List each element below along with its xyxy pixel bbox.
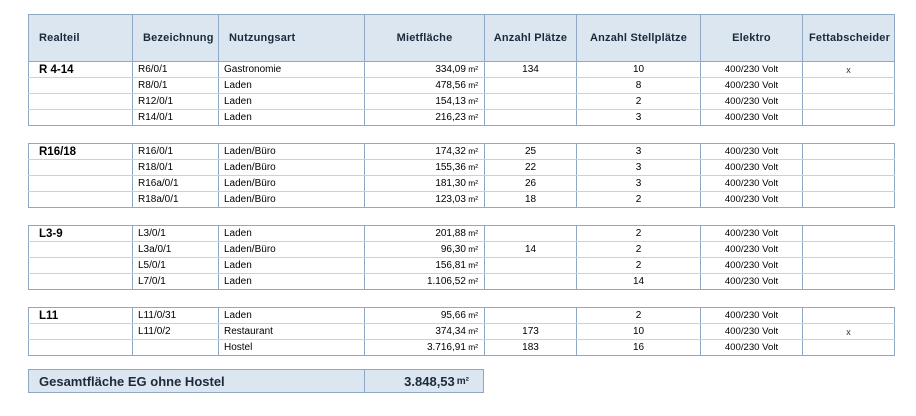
cell-fettabscheider[interactable] [803, 192, 895, 208]
cell-anzahl-plaetze[interactable]: 22 [485, 160, 577, 176]
cell-anzahl-plaetze[interactable] [485, 308, 577, 324]
group-spacer [29, 208, 895, 226]
mietflaeche-value: 155,36 [435, 162, 466, 173]
cell-anzahl-plaetze[interactable] [485, 226, 577, 242]
cell-bezeichnung[interactable]: L7/0/1 [133, 274, 219, 290]
cell-realteil[interactable] [29, 274, 133, 290]
table-row[interactable] [29, 340, 895, 356]
table-row[interactable] [29, 242, 895, 258]
cell-anzahl-stellplaetze[interactable]: 3 [577, 110, 701, 126]
cell-nutzungsart[interactable]: Restaurant [219, 324, 365, 340]
cell-nutzungsart[interactable]: Laden/Büro [219, 192, 365, 208]
cell-realteil[interactable] [29, 340, 133, 356]
cell-anzahl-plaetze[interactable] [485, 258, 577, 274]
mietflaeche-unit: m² [465, 244, 478, 254]
cell-bezeichnung[interactable]: L3/0/1 [133, 226, 219, 242]
cell-anzahl-plaetze[interactable]: 25 [485, 144, 577, 160]
mietflaeche-value: 174,32 [435, 146, 466, 157]
mietflaeche-value: 216,23 [435, 112, 466, 123]
cell-anzahl-plaetze[interactable]: 14 [485, 242, 577, 258]
cell-nutzungsart[interactable]: Laden [219, 274, 365, 290]
spacer-cell [29, 126, 895, 144]
cell-bezeichnung[interactable]: R16a/0/1 [133, 176, 219, 192]
mietflaeche-unit: m² [465, 342, 478, 352]
cell-nutzungsart[interactable]: Laden [219, 94, 365, 110]
cell-bezeichnung[interactable]: R12/0/1 [133, 94, 219, 110]
table-body [29, 62, 895, 356]
mietflaeche-value: 201,88 [435, 228, 466, 239]
cell-bezeichnung[interactable]: R6/0/1 [133, 62, 219, 78]
cell-elektro[interactable]: 400/230 Volt [701, 176, 803, 192]
cell-anzahl-stellplaetze[interactable]: 14 [577, 274, 701, 290]
mietflaeche-value: 374,34 [435, 326, 466, 337]
cell-mietflaeche[interactable] [365, 176, 485, 192]
column-header-bezeichnung: Bezeichnung [133, 15, 219, 62]
cell-anzahl-stellplaetze[interactable]: 2 [577, 308, 701, 324]
cell-elektro[interactable]: 400/230 Volt [701, 340, 803, 356]
cell-realteil[interactable] [29, 242, 133, 258]
total-label: Gesamtfläche EG ohne Hostel [29, 370, 365, 392]
cell-anzahl-stellplaetze[interactable]: 2 [577, 192, 701, 208]
cell-fettabscheider[interactable] [803, 242, 895, 258]
cell-realteil[interactable]: L11 [29, 308, 133, 324]
cell-realteil[interactable] [29, 192, 133, 208]
cell-anzahl-plaetze[interactable] [485, 274, 577, 290]
mietflaeche-unit: m² [465, 260, 478, 270]
cell-nutzungsart[interactable]: Laden [219, 308, 365, 324]
cell-anzahl-stellplaetze[interactable]: 16 [577, 340, 701, 356]
cell-anzahl-stellplaetze[interactable]: 2 [577, 242, 701, 258]
column-header-mietflaeche: Mietfläche [365, 15, 485, 62]
cell-realteil[interactable] [29, 324, 133, 340]
cell-mietflaeche[interactable] [365, 160, 485, 176]
cell-mietflaeche[interactable] [365, 274, 485, 290]
cell-realteil[interactable] [29, 94, 133, 110]
cell-fettabscheider[interactable] [803, 274, 895, 290]
mietflaeche-value: 334,09 [435, 64, 466, 75]
table-row[interactable] [29, 94, 895, 110]
cell-anzahl-plaetze[interactable]: 134 [485, 62, 577, 78]
mietflaeche-unit: m² [465, 146, 478, 156]
table-row[interactable] [29, 62, 895, 78]
mietflaeche-value: 154,13 [435, 96, 466, 107]
cell-elektro[interactable]: 400/230 Volt [701, 160, 803, 176]
mietflaeche-value: 1.106,52 [426, 276, 466, 287]
table-row[interactable] [29, 78, 895, 94]
cell-elektro[interactable]: 400/230 Volt [701, 62, 803, 78]
column-header-anzahl-stellplaetze: Anzahl Stellplätze [577, 15, 701, 62]
table-row[interactable] [29, 274, 895, 290]
cell-nutzungsart[interactable]: Hostel [219, 340, 365, 356]
cell-elektro[interactable]: 400/230 Volt [701, 226, 803, 242]
cell-fettabscheider[interactable] [803, 110, 895, 126]
group-spacer [29, 126, 895, 144]
mietflaeche-unit: m² [465, 194, 478, 204]
cell-anzahl-plaetze[interactable]: 18 [485, 192, 577, 208]
cell-fettabscheider[interactable] [803, 226, 895, 242]
cell-mietflaeche[interactable] [365, 340, 485, 356]
cell-fettabscheider[interactable] [803, 176, 895, 192]
cell-elektro[interactable]: 400/230 Volt [701, 192, 803, 208]
cell-bezeichnung[interactable]: L3a/0/1 [133, 242, 219, 258]
total-row [28, 369, 484, 393]
mietflaeche-unit: m² [465, 64, 478, 74]
cell-nutzungsart[interactable]: Laden/Büro [219, 176, 365, 192]
mietflaeche-unit: m² [465, 178, 478, 188]
cell-bezeichnung[interactable]: L5/0/1 [133, 258, 219, 274]
table-row[interactable] [29, 192, 895, 208]
cell-fettabscheider[interactable] [803, 144, 895, 160]
mietflaeche-value: 95,66 [440, 310, 466, 321]
mietflaeche-value: 478,56 [435, 80, 466, 91]
cell-fettabscheider[interactable] [803, 308, 895, 324]
column-header-elektro: Elektro [701, 15, 803, 62]
mietflaeche-value: 156,81 [435, 260, 466, 271]
cell-fettabscheider[interactable] [803, 94, 895, 110]
cell-anzahl-stellplaetze[interactable]: 2 [577, 94, 701, 110]
table-row[interactable] [29, 308, 895, 324]
cell-elektro[interactable]: 400/230 Volt [701, 94, 803, 110]
mietflaeche-unit: m² [465, 326, 478, 336]
cell-realteil[interactable] [29, 110, 133, 126]
mietflaeche-value: 181,30 [435, 178, 466, 189]
mietflaeche-unit: m² [465, 228, 478, 238]
cell-realteil[interactable] [29, 160, 133, 176]
cell-realteil[interactable]: L3-9 [29, 226, 133, 242]
column-header-anzahl-plaetze: Anzahl Plätze [485, 15, 577, 62]
cell-bezeichnung[interactable]: R18a/0/1 [133, 192, 219, 208]
cell-fettabscheider[interactable] [803, 78, 895, 94]
column-header-nutzungsart: Nutzungsart [219, 15, 365, 62]
table-row[interactable] [29, 144, 895, 160]
cell-bezeichnung[interactable]: R18/0/1 [133, 160, 219, 176]
cell-anzahl-plaetze[interactable] [485, 78, 577, 94]
cell-anzahl-stellplaetze[interactable]: 8 [577, 78, 701, 94]
column-header-fettabscheider: Fettabscheider [803, 15, 895, 62]
cell-mietflaeche[interactable] [365, 78, 485, 94]
group-spacer [29, 290, 895, 308]
cell-anzahl-plaetze[interactable]: 173 [485, 324, 577, 340]
cell-mietflaeche[interactable] [365, 308, 485, 324]
mietflaeche-value: 123,03 [435, 194, 466, 205]
cell-fettabscheider[interactable]: x [803, 324, 895, 340]
cell-mietflaeche[interactable] [365, 226, 485, 242]
cell-bezeichnung[interactable]: L11/0/2 [133, 324, 219, 340]
cell-elektro[interactable]: 400/230 Volt [701, 324, 803, 340]
cell-nutzungsart[interactable]: Laden/Büro [219, 160, 365, 176]
cell-anzahl-stellplaetze[interactable]: 3 [577, 160, 701, 176]
table-row[interactable] [29, 160, 895, 176]
total-unit: m² [456, 375, 469, 387]
mietflaeche-value: 3.716,91 [426, 342, 466, 353]
table-row[interactable] [29, 226, 895, 242]
cell-nutzungsart[interactable]: Gastronomie [219, 62, 365, 78]
mietflaeche-unit: m² [465, 96, 478, 106]
table-row[interactable] [29, 110, 895, 126]
cell-anzahl-stellplaetze[interactable]: 2 [577, 226, 701, 242]
cell-mietflaeche[interactable] [365, 324, 485, 340]
cell-nutzungsart[interactable]: Laden [219, 110, 365, 126]
mietflaeche-unit: m² [465, 276, 478, 286]
cell-fettabscheider[interactable]: x [803, 62, 895, 78]
cell-elektro[interactable]: 400/230 Volt [701, 144, 803, 160]
cell-mietflaeche[interactable] [365, 258, 485, 274]
cell-anzahl-stellplaetze[interactable]: 10 [577, 62, 701, 78]
spacer-cell [29, 208, 895, 226]
table-row[interactable] [29, 258, 895, 274]
cell-bezeichnung[interactable]: R16/0/1 [133, 144, 219, 160]
area-table [28, 14, 895, 356]
cell-anzahl-stellplaetze[interactable]: 3 [577, 176, 701, 192]
cell-nutzungsart[interactable]: Laden [219, 226, 365, 242]
cell-elektro[interactable]: 400/230 Volt [701, 110, 803, 126]
mietflaeche-unit: m² [465, 162, 478, 172]
cell-anzahl-stellplaetze[interactable]: 3 [577, 144, 701, 160]
cell-bezeichnung[interactable]: L11/0/31 [133, 308, 219, 324]
cell-mietflaeche[interactable] [365, 110, 485, 126]
cell-realteil[interactable] [29, 78, 133, 94]
cell-anzahl-plaetze[interactable]: 183 [485, 340, 577, 356]
table-header [29, 15, 895, 62]
cell-mietflaeche[interactable] [365, 192, 485, 208]
cell-elektro[interactable]: 400/230 Volt [701, 274, 803, 290]
cell-anzahl-plaetze[interactable] [485, 94, 577, 110]
cell-anzahl-plaetze[interactable]: 26 [485, 176, 577, 192]
total-value-cell [365, 370, 483, 392]
cell-fettabscheider[interactable] [803, 258, 895, 274]
cell-bezeichnung[interactable] [133, 340, 219, 356]
mietflaeche-value: 96,30 [440, 244, 466, 255]
cell-realteil[interactable] [29, 176, 133, 192]
cell-anzahl-stellplaetze[interactable]: 2 [577, 258, 701, 274]
cell-realteil[interactable]: R 4-14 [29, 62, 133, 78]
cell-mietflaeche[interactable] [365, 94, 485, 110]
cell-nutzungsart[interactable]: Laden/Büro [219, 242, 365, 258]
cell-elektro[interactable]: 400/230 Volt [701, 78, 803, 94]
total-value: 3.848,53 [404, 373, 455, 389]
cell-realteil[interactable] [29, 258, 133, 274]
column-header-realteil: Realteil [29, 15, 133, 62]
mietflaeche-unit: m² [465, 80, 478, 90]
cell-bezeichnung[interactable]: R8/0/1 [133, 78, 219, 94]
cell-elektro[interactable]: 400/230 Volt [701, 242, 803, 258]
cell-realteil[interactable]: R16/18 [29, 144, 133, 160]
mietflaeche-unit: m² [465, 112, 478, 122]
table-row[interactable] [29, 324, 895, 340]
cell-mietflaeche[interactable] [365, 242, 485, 258]
cell-fettabscheider[interactable] [803, 340, 895, 356]
mietflaeche-unit: m² [465, 310, 478, 320]
cell-nutzungsart[interactable]: Laden [219, 258, 365, 274]
header-row [29, 15, 895, 62]
table-row[interactable] [29, 176, 895, 192]
cell-anzahl-plaetze[interactable] [485, 110, 577, 126]
cell-mietflaeche[interactable] [365, 62, 485, 78]
cell-mietflaeche[interactable] [365, 144, 485, 160]
spacer-cell [29, 290, 895, 308]
cell-elektro[interactable]: 400/230 Volt [701, 258, 803, 274]
cell-fettabscheider[interactable] [803, 160, 895, 176]
cell-elektro[interactable]: 400/230 Volt [701, 308, 803, 324]
cell-bezeichnung[interactable]: R14/0/1 [133, 110, 219, 126]
cell-anzahl-stellplaetze[interactable]: 10 [577, 324, 701, 340]
cell-nutzungsart[interactable]: Laden/Büro [219, 144, 365, 160]
cell-nutzungsart[interactable]: Laden [219, 78, 365, 94]
